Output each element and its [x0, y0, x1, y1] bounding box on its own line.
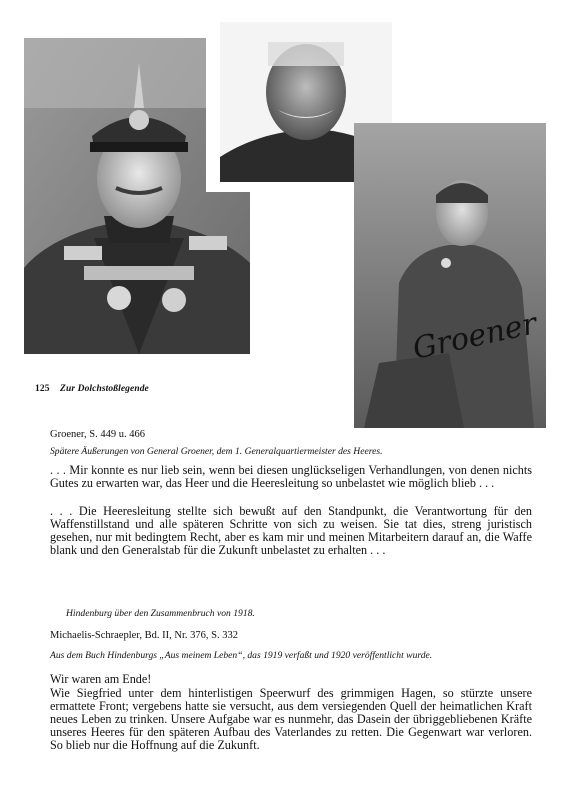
heading-hindenburg: Hindenburg über den Zusammenbruch von 1918.	[66, 608, 255, 619]
description-groener: Spätere Äußerungen von General Groener, dem 1. Generalquartiermeister des Heeres.	[50, 446, 383, 457]
opening-line: Wir waren am Ende!	[50, 672, 152, 686]
source-groener: Groener, S. 449 u. 466	[50, 429, 145, 440]
caption-number: 125	[35, 384, 50, 394]
description-hindenburg: Aus dem Buch Hindenburgs „Aus meinem Leben“, das 1919 verfaßt und 1920 veröffentlicht wurde.	[50, 650, 433, 661]
paragraph-groener-1: . . . Mir konnte es nur lieb sein, wenn bei diesen unglückseligen Verhandlungen, von denen nichts Gutes zu erwarten war, das Heer und die Heeresleitung so unbelastet wie möglich blieb . . .	[50, 463, 532, 491]
signature: Groener	[409, 306, 540, 367]
caption-title: Zur Dolchstoßlegende	[60, 384, 149, 394]
document-caption	[35, 384, 149, 394]
source-hindenburg: Michaelis-Schraepler, Bd. II, Nr. 376, S. 332	[50, 630, 238, 641]
paragraph-groener-2: . . . Die Heeresleitung stellte sich bewußt auf den Standpunkt, die Verantwortung für den Waffenstillstand und alle späteren Schritte von sich zu weisen. Sie tat dies, streng juristisch gesehen, nur mit bedingtem Recht, aber es kam mir und meinen Mitarbeitern darauf an, die Waffe blank und den Generalstab für die Zukunft unbelastet zu erhalten . . .	[50, 504, 532, 558]
portrait-groener-seated	[354, 123, 546, 428]
paragraph-hindenburg: Wie Siegfried unter dem hinterlistigen Speerwurf des grimmigen Hagen, so stürzte unsere ermattete Front; vergebens hatte sie versucht, aus dem versiegenden Quell der heimatlichen Kraft neues Leben zu trinken. Unsere Aufgabe war es nunmehr, das Dasein der übriggebliebenen Kräfte unseres Heeres für den späteren Aufbau des Vaterlandes zu retten. Die Gegenwart war verloren. So blieb nur die Hoffnung auf die Zukunft.	[50, 686, 532, 753]
